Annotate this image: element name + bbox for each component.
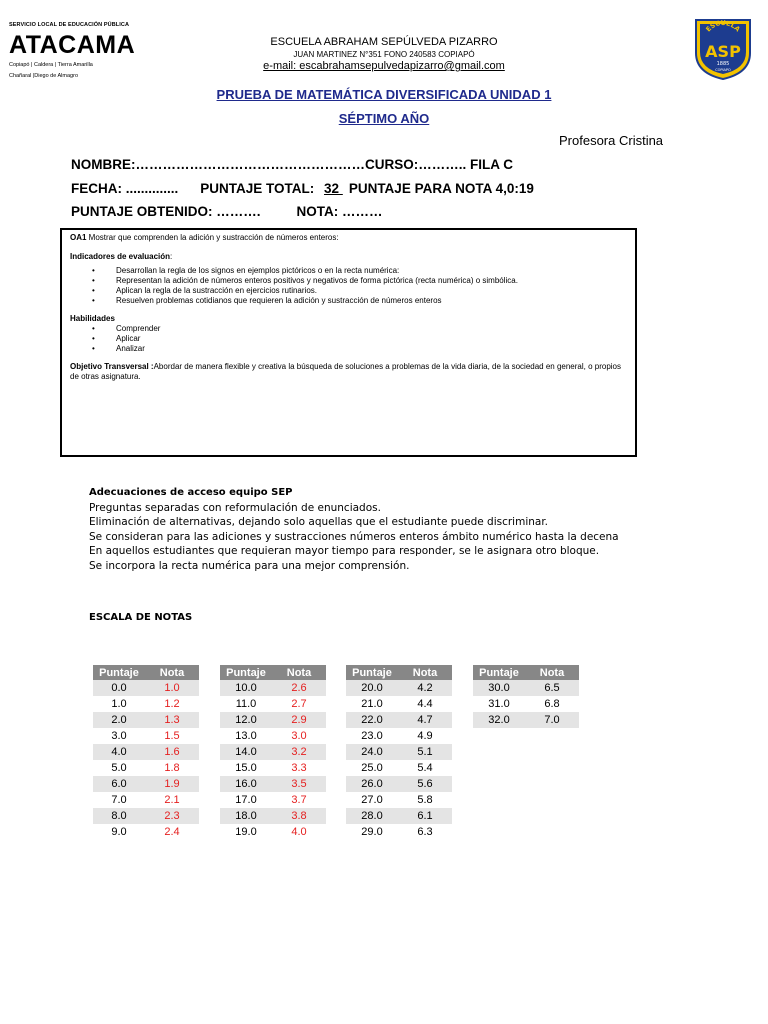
puntaje-cell: 10.0 <box>220 680 272 696</box>
school-email: e-mail: escabrahamsepulvedapizarro@gmail.com <box>263 60 505 72</box>
nota-4-label: PUNTAJE PARA NOTA 4,0:19 <box>348 181 534 196</box>
nota-cell: 1.9 <box>145 776 199 792</box>
puntaje-cell: 23.0 <box>361 730 383 742</box>
table-row <box>346 712 452 728</box>
school-name: ESCUELA ABRAHAM SEPÚLVEDA PIZARRO <box>270 36 498 48</box>
nota-cell: 6.1 <box>398 808 452 824</box>
nota-cell: 6.3 <box>417 826 433 838</box>
slep-header <box>9 22 159 82</box>
logo-bottom-text: COPIAPO <box>715 68 731 72</box>
grade-table-1 <box>93 665 199 840</box>
nota-obtenida-label: NOTA: ……… <box>296 204 383 219</box>
nota-cell: 4.2 <box>398 680 452 696</box>
grade-table-4 <box>473 665 579 728</box>
table-row <box>346 760 452 776</box>
nota-cell: 4.4 <box>417 698 433 710</box>
adecuacion-line: Preguntas separadas con reformulación de enunciados. <box>89 501 381 514</box>
adecuacion-line: Eliminación de alternativas, dejando solo aquellas que el estudiante puede discriminar. <box>89 516 549 528</box>
nota-cell: 5.1 <box>398 744 452 760</box>
indicadores-heading: Indicadores de evaluación: <box>70 252 173 261</box>
nota-cell: 4.9 <box>417 730 433 742</box>
nota-cell: 3.5 <box>272 776 326 792</box>
logo-year: 1885 <box>716 61 730 67</box>
table-row <box>220 680 326 696</box>
fecha-puntaje-line <box>71 181 534 196</box>
slep-org-line: SERVICIO LOCAL DE EDUCACIÓN PÚBLICA <box>9 22 130 28</box>
nota-cell: 2.1 <box>164 794 180 806</box>
puntaje-cell: 32.0 <box>473 712 525 728</box>
table-header-row <box>220 665 326 680</box>
column-header-nota: Nota <box>145 665 199 680</box>
list-item: • Representan la adición de números enteros positivos y negativos de forma pictórica (recta numérica) o simbólica. <box>92 276 627 286</box>
nota-cell: 2.6 <box>272 680 326 696</box>
puntaje-cell: 17.0 <box>235 794 257 806</box>
slep-org-name: ATACAMA <box>9 31 136 59</box>
nota-cell: 1.0 <box>145 680 199 696</box>
nota-cell: 6.5 <box>525 680 579 696</box>
puntaje-cell: 12.0 <box>220 712 272 728</box>
column-header-puntaje: Puntaje <box>220 665 272 680</box>
fecha-label: FECHA: .............. <box>71 181 179 196</box>
puntaje-cell: 20.0 <box>346 680 398 696</box>
nota-cell: 1.8 <box>164 762 180 774</box>
column-header-nota: Nota <box>398 665 452 680</box>
oa-text: Mostrar que comprenden la adición y sustracción de números enteros: <box>86 233 339 242</box>
logo-initials: ASP <box>705 42 741 61</box>
puntaje-cell: 0.0 <box>93 680 145 696</box>
escala-heading: ESCALA DE NOTAS <box>89 612 193 623</box>
habilidades-heading: Habilidades <box>70 314 115 323</box>
puntaje-cell: 19.0 <box>235 826 257 838</box>
puntaje-cell: 15.0 <box>235 762 257 774</box>
puntaje-cell: 21.0 <box>361 698 383 710</box>
transversal-paragraph <box>70 362 627 382</box>
column-header-nota: Nota <box>272 665 326 680</box>
table-row <box>93 776 199 792</box>
nota-cell: 1.2 <box>164 698 180 710</box>
nota-cell: 2.9 <box>272 712 326 728</box>
list-item: • Aplican la regla de la sustracción en ejercicios rutinarios. <box>92 286 627 296</box>
table-row <box>220 808 326 824</box>
nota-cell: 2.7 <box>291 698 307 710</box>
list-item: • Resuelven problemas cotidianos que requieren la adición y sustracción de números enteros <box>92 296 627 306</box>
table-header-row <box>93 665 199 680</box>
table-row <box>346 680 452 696</box>
puntaje-cell: 24.0 <box>346 744 398 760</box>
nota-cell: 3.0 <box>291 730 307 742</box>
logo-top-text: ESCUELA <box>704 18 742 34</box>
nota-cell: 2.3 <box>145 808 199 824</box>
obtenido-line <box>71 204 383 219</box>
nota-cell: 3.7 <box>291 794 307 806</box>
table-row <box>93 808 199 824</box>
nota-cell: 3.3 <box>291 762 307 774</box>
table-row <box>220 728 326 744</box>
table-header-row <box>346 665 452 680</box>
adecuaciones-section <box>89 486 619 573</box>
table-row <box>473 696 579 712</box>
table-row <box>93 792 199 808</box>
puntaje-cell: 28.0 <box>346 808 398 824</box>
puntaje-cell: 11.0 <box>235 698 257 710</box>
slep-cities-1: Copiapó | Caldera | Tierra Amarilla <box>9 62 93 68</box>
adecuacion-line: En aquellos estudiantes que requieran mayor tiempo para responder, se le asignara otro bloque. <box>89 545 600 557</box>
puntaje-cell: 26.0 <box>346 776 398 792</box>
indicadores-list <box>70 266 627 306</box>
nota-cell: 6.8 <box>544 698 560 710</box>
nota-cell: 1.6 <box>145 744 199 760</box>
school-logo <box>693 17 753 81</box>
adecuacion-line: Se incorpora la recta numérica para una mejor comprensión. <box>89 559 410 572</box>
puntaje-cell: 18.0 <box>220 808 272 824</box>
table-row <box>220 744 326 760</box>
nota-cell: 1.5 <box>164 730 180 742</box>
puntaje-cell: 16.0 <box>220 776 272 792</box>
puntaje-cell: 14.0 <box>220 744 272 760</box>
nota-cell: 5.4 <box>417 762 433 774</box>
puntaje-obtenido-label: PUNTAJE OBTENIDO: ………. <box>71 204 261 219</box>
puntaje-total-value: 32 <box>324 181 343 196</box>
transversal-label: Objetivo Transversal : <box>70 362 154 371</box>
puntaje-cell: 1.0 <box>111 698 127 710</box>
puntaje-cell: 29.0 <box>361 826 383 838</box>
nota-cell: 4.0 <box>291 826 307 838</box>
table-row <box>220 712 326 728</box>
school-address: JUAN MARTINEZ N°351 FONO 240583 COPIAPÓ <box>293 50 475 59</box>
puntaje-cell: 6.0 <box>93 776 145 792</box>
adecuaciones-heading: Adecuaciones de acceso equipo SEP <box>89 487 293 498</box>
nota-cell: 7.0 <box>525 712 579 728</box>
column-header-puntaje: Puntaje <box>473 665 525 680</box>
table-row <box>346 792 452 808</box>
puntaje-cell: 25.0 <box>361 762 383 774</box>
oa-line <box>70 233 627 243</box>
puntaje-cell: 5.0 <box>111 762 127 774</box>
nota-cell: 3.8 <box>272 808 326 824</box>
transversal-text: Abordar de manera flexible y creativa la búsqueda de soluciones a problemas de la vida diaria, de la sociedad en general, o propios de otras asignatura. <box>70 362 621 381</box>
puntaje-cell: 31.0 <box>488 698 510 710</box>
table-row <box>220 696 326 712</box>
table-row <box>93 696 199 712</box>
table-row <box>220 824 326 840</box>
school-header <box>200 36 568 72</box>
oa-code: OA1 <box>70 233 87 242</box>
list-item: • Aplicar <box>92 334 627 344</box>
adecuacion-line: Se consideran para las adiciones y sustracciones números enteros ámbito numérico hasta la decena <box>89 530 619 543</box>
test-title: PRUEBA DE MATEMÁTICA DIVERSIFICADA UNIDAD 1 <box>216 87 552 102</box>
column-header-nota: Nota <box>525 665 579 680</box>
puntaje-cell: 13.0 <box>235 730 257 742</box>
list-item: • Analizar <box>92 344 627 354</box>
table-row <box>346 776 452 792</box>
table-row <box>93 712 199 728</box>
grade-table-2 <box>220 665 326 840</box>
column-header-puntaje: Puntaje <box>346 665 398 680</box>
table-row <box>473 712 579 728</box>
puntaje-cell: 2.0 <box>93 712 145 728</box>
table-header-row <box>473 665 579 680</box>
column-header-puntaje: Puntaje <box>93 665 145 680</box>
puntaje-cell: 30.0 <box>473 680 525 696</box>
nota-cell: 4.7 <box>398 712 452 728</box>
table-row <box>93 744 199 760</box>
objectives-box <box>60 228 637 457</box>
puntaje-cell: 7.0 <box>111 794 127 806</box>
nota-cell: 5.8 <box>417 794 433 806</box>
table-row <box>93 824 199 840</box>
puntaje-cell: 3.0 <box>111 730 127 742</box>
grade-table-3 <box>346 665 452 840</box>
puntaje-cell: 22.0 <box>346 712 398 728</box>
nota-cell: 3.2 <box>272 744 326 760</box>
nota-cell: 5.6 <box>398 776 452 792</box>
puntaje-cell: 9.0 <box>111 826 127 838</box>
table-row <box>220 760 326 776</box>
slep-cities-2: Chañaral |Diego de Almagro <box>9 73 78 79</box>
table-row <box>93 760 199 776</box>
puntaje-cell: 4.0 <box>93 744 145 760</box>
table-row <box>220 776 326 792</box>
teacher-name: Profesora Cristina <box>559 133 664 148</box>
table-row <box>93 728 199 744</box>
puntaje-total-label: PUNTAJE TOTAL: <box>200 181 315 196</box>
nombre-curso-line: NOMBRE:……………………………………………CURSO:……….. FILA C <box>71 157 513 172</box>
table-row <box>346 696 452 712</box>
puntaje-cell: 27.0 <box>361 794 383 806</box>
table-row <box>473 680 579 696</box>
list-item: • Comprender <box>92 324 627 334</box>
table-row <box>93 680 199 696</box>
habilidades-list <box>70 324 627 354</box>
table-row <box>220 792 326 808</box>
test-subtitle: SÉPTIMO AÑO <box>338 111 430 126</box>
table-row <box>346 744 452 760</box>
nota-cell: 2.4 <box>164 826 180 838</box>
table-row <box>346 808 452 824</box>
list-item: • Desarrollan la regla de los signos en ejemplos pictóricos o en la recta numérica: <box>92 266 627 276</box>
table-row <box>346 824 452 840</box>
puntaje-cell: 8.0 <box>93 808 145 824</box>
nota-cell: 1.3 <box>145 712 199 728</box>
table-row <box>346 728 452 744</box>
